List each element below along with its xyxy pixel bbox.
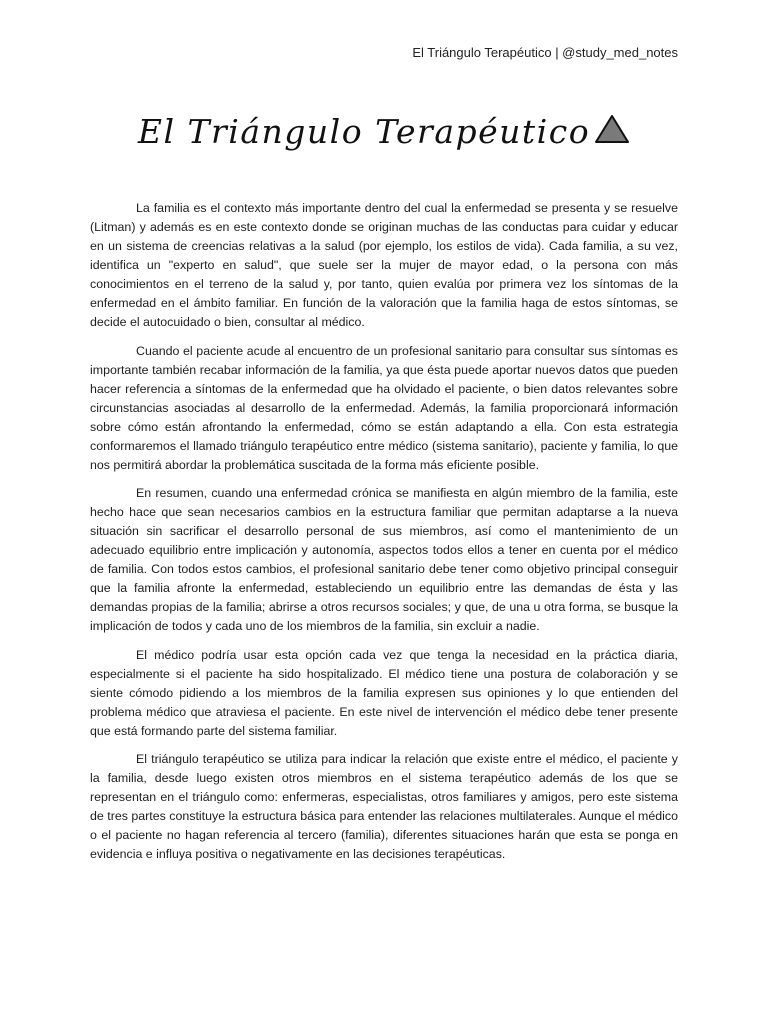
page-header: El Triángulo Terapéutico | @study_med_notes [412,45,678,60]
page-title: El Triángulo Terapéutico [137,112,591,151]
body-text [90,199,678,874]
paragraph-1: La familia es el contexto más importante dentro del cual la enfermedad se presenta y se resuelve (Litman) y además es en este contexto donde se originan muchas de las conductas para cuidar y educar en un sistema de creencias relativas a la salud (por ejemplo, los estilos de vida). Cada familia, a su vez, identifica un "experto en salud", que suele ser la mujer de mayor edad, o la persona con más conocimientos en el terreno de la salud y, por tanto, quien evalúa por primera vez los síntomas de la enfermedad en el ámbito familiar. En función de la valoración que la familia haga de estos síntomas, se decide el autocuidado o bien, consultar al médico. [90,201,678,329]
paragraph-4: El médico podría usar esta opción cada vez que tenga la necesidad en la práctica diaria, especialmente si el paciente ha sido hospitalizado. El médico tiene una postura de colaboración y se siente cómodo pidiendo a los miembros de la familia expresen sus opiniones y lo que entienden del problema médico que atraviesa el paciente. En este nivel de intervención el médico debe tener presente que está formando parte del sistema familiar. [90,647,678,738]
paragraph-2: Cuando el paciente acude al encuentro de un profesional sanitario para consultar sus síntomas es importante también recabar información de la familia, ya que ésta puede aportar nuevos datos que pueden hacer referencia a síntomas de la enfermedad que ha olvidado el paciente, o bien datos relevantes sobre circunstancias asociadas al desarrollo de la enfermedad. Además, la familia proporcionará información sobre cómo están afrontando la enfermedad, cómo se están adaptando a ella. Con esta estrategia conformaremos el llamado triángulo terapéutico entre médico (sistema sanitario), paciente y familia, lo que nos permitirá abordar la problemática suscitada de la forma más eficiente posible. [90,343,678,472]
title-block [0,112,768,151]
paragraph-5: El triángulo terapéutico se utiliza para indicar la relación que existe entre el médico, el paciente y la familia, desde luego existen otros miembros en el sistema terapéutico además de los que se representan en el triángulo como: enfermeras, especialistas, otros familiares y amigos, pero este sistema de tres partes constituye la estructura básica para entender las relaciones multilaterales. Aunque el médico o el paciente no hagan referencia al tercero (familia), diferentes situaciones harán que esta se ponga en evidencia e influya positiva o negativamente en las decisiones terapéuticas. [90,752,678,861]
triangle-icon [594,114,630,149]
paragraph-3: En resumen, cuando una enfermedad crónica se manifiesta en algún miembro de la familia, este hecho hace que sean necesarios cambios en la estructura familiar que permitan adaptarse a la nueva situación sin sacrificar el desarrollo personal de sus miembros, así como el mantenimiento de un adecuado equilibrio entre implicación y autonomía, aspectos todos ellos a tener en cuenta por el médico de familia. Con todos estos cambios, el profesional sanitario debe tener como objetivo principal conseguir que la familia afronte la enfermedad, estableciendo un equilibrio entre las demandas de ésta y las demandas propias de la familia; abrirse a otros recursos sociales; y que, de una u otra forma, se busque la implicación de todos y cada uno de los miembros de la familia, sin excluir a nadie. [90,486,678,633]
